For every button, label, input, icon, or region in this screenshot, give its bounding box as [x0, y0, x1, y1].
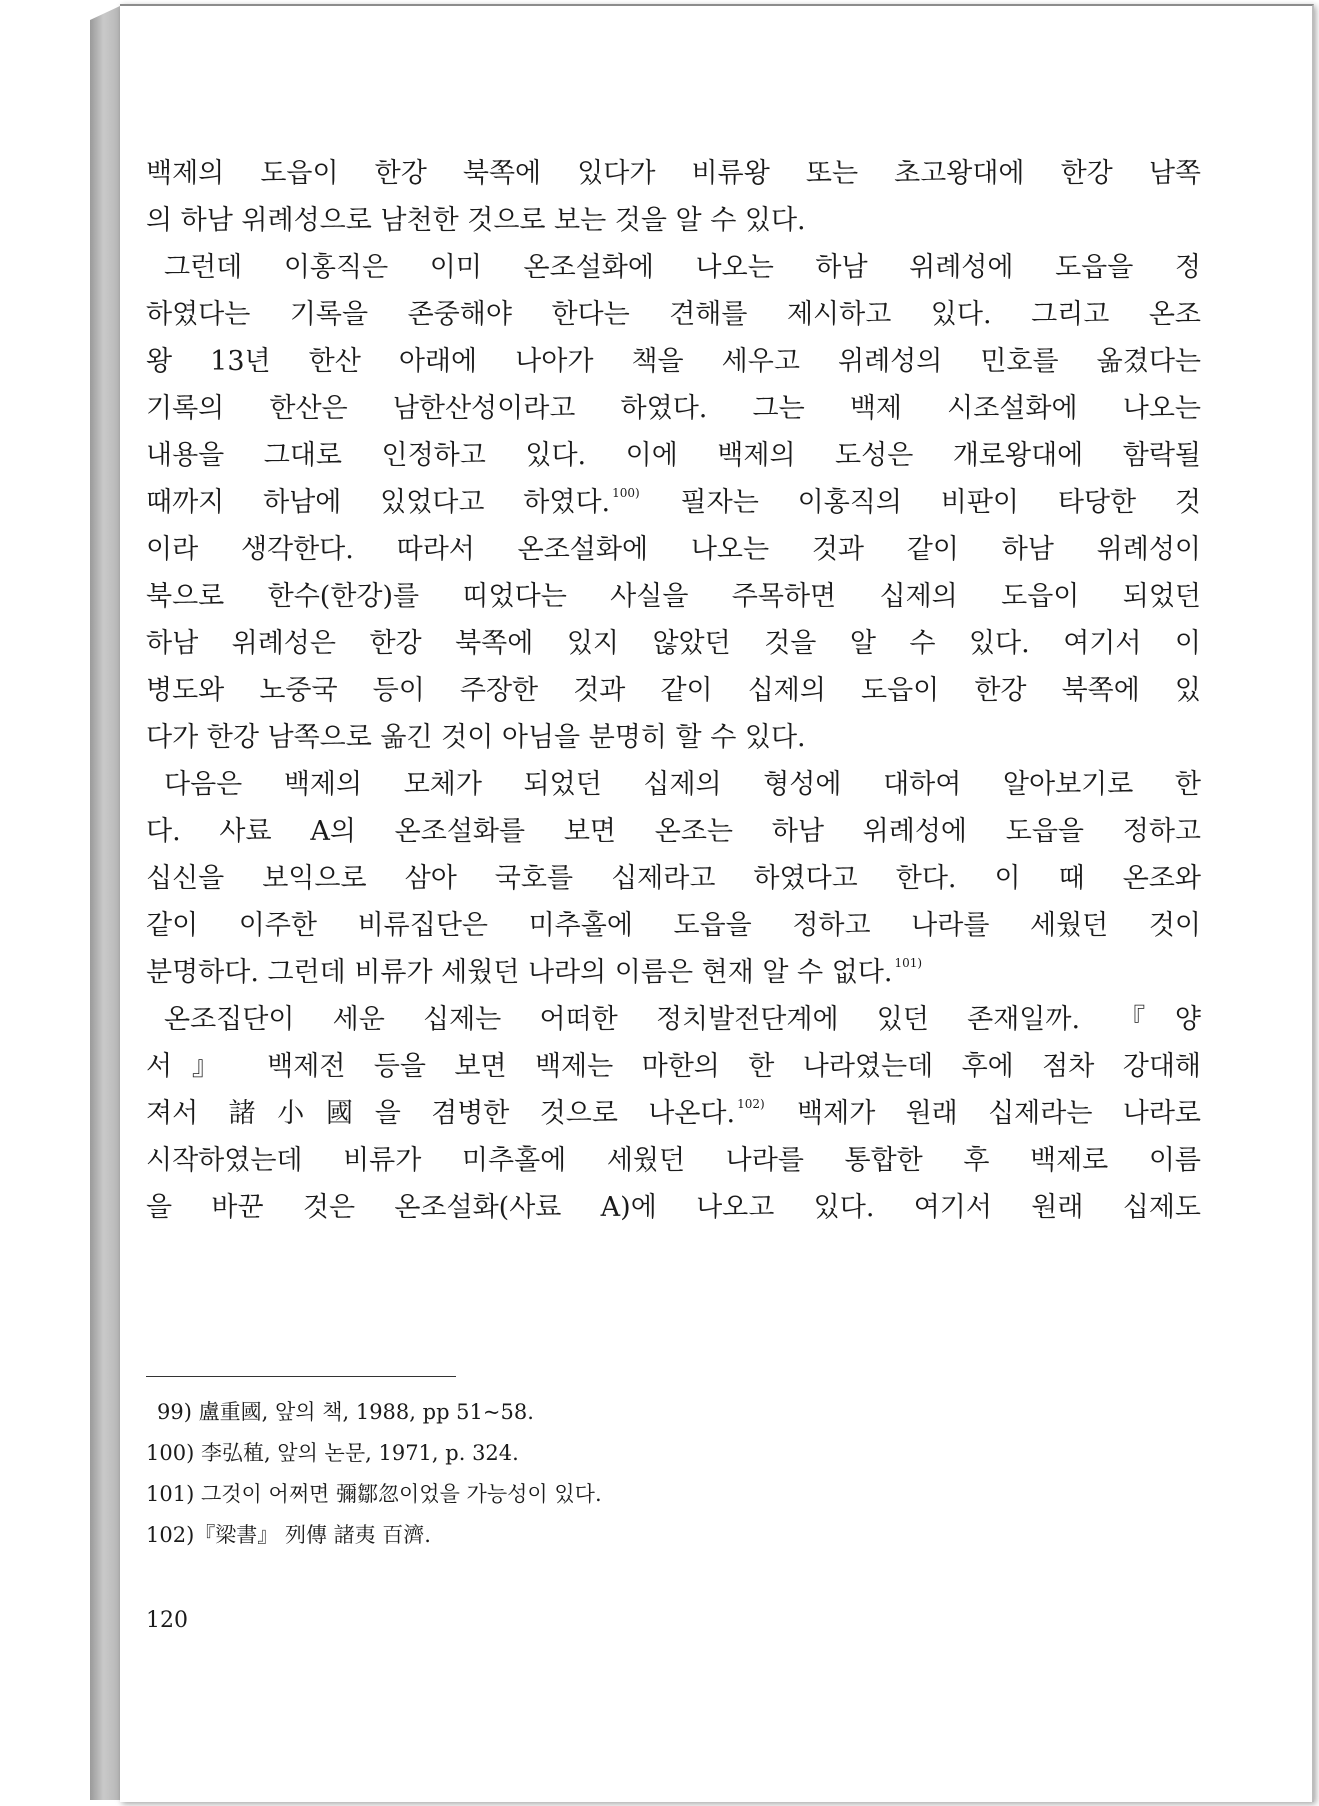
text-line-content: 내용을 그대로 인정하고 있다. 이에 백제의 도성은 개로왕대에 함락될 [146, 440, 1201, 471]
text-line-content: 때까지 하남에 있었다고 하였다. [146, 487, 611, 518]
text-line-content: 필자는 이홍직의 비판이 타당한 것 [641, 487, 1201, 518]
footnote-marker: 102) [737, 1097, 765, 1111]
text-line [146, 1043, 1201, 1090]
text-line [146, 432, 1201, 479]
text-line [146, 291, 1201, 338]
text-line-content: 져서 諸小國을 겸병한 것으로 나온다. [146, 1098, 736, 1129]
text-line-content: 이라 생각한다. 따라서 온조설화에 나오는 것과 같이 하남 위례성이 [146, 534, 1201, 565]
text-line [146, 573, 1201, 620]
text-line-content: 온조집단이 세운 십제는 어떠한 정치발전단계에 있던 존재일까. 『양 [164, 1004, 1201, 1035]
footnotes [146, 1392, 1146, 1556]
text-line [146, 197, 1201, 244]
text-line-content: 다음은 백제의 모체가 되었던 십제의 형성에 대하여 알아보기로 한 [164, 769, 1201, 800]
text-line-content: 서』 백제전 등을 보면 백제는 마한의 한 나라였는데 후에 점차 강대해 [146, 1051, 1201, 1082]
text-line [146, 949, 1201, 996]
text-line [146, 338, 1201, 385]
text-line-content: 의 하남 위례성으로 남천한 것으로 보는 것을 알 수 있다. [146, 205, 806, 236]
text-line-content: 백제가 원래 십제라는 나라로 [766, 1098, 1201, 1129]
footnote-number: 101) [146, 1482, 195, 1506]
text-line [146, 1184, 1201, 1231]
text-line [146, 855, 1201, 902]
text-line-content: 십신을 보익으로 삼아 국호를 십제라고 하였다고 한다. 이 때 온조와 [146, 863, 1201, 894]
text-line-content: 그런데 이홍직은 이미 온조설화에 나오는 하남 위례성에 도읍을 정 [164, 252, 1201, 283]
text-line-content: 분명하다. 그런데 비류가 세웠던 나라의 이름은 현재 알 수 없다. [146, 957, 893, 988]
text-line [146, 479, 1201, 526]
footnote-rule [146, 1376, 456, 1377]
text-line [146, 150, 1201, 197]
text-line-content: 같이 이주한 비류집단은 미추홀에 도읍을 정하고 나라를 세웠던 것이 [146, 910, 1201, 941]
page-number: 120 [146, 1608, 188, 1633]
footnote-number: 100) [146, 1441, 195, 1465]
footnote-item [146, 1515, 1146, 1556]
text-line [146, 902, 1201, 949]
body-text [146, 150, 1201, 1231]
text-line-content: 을 바꾼 것은 온조설화(사료 A)에 나오고 있다. 여기서 원래 십제도 [146, 1192, 1201, 1223]
text-line-content: 왕 13년 한산 아래에 나아가 책을 세우고 위례성의 민호를 옮겼다는 [146, 346, 1201, 377]
footnote-text: 『梁書』 列傳 諸夷 百濟. [194, 1523, 431, 1547]
text-line-content: 하남 위례성은 한강 북쪽에 있지 않았던 것을 알 수 있다. 여기서 이 [146, 628, 1201, 659]
book-edge [90, 6, 120, 1800]
text-line [146, 385, 1201, 432]
text-line-content: 다가 한강 남쪽으로 옮긴 것이 아님을 분명히 할 수 있다. [146, 722, 806, 753]
text-line [146, 1090, 1201, 1137]
text-line-content: 하였다는 기록을 존중해야 한다는 견해를 제시하고 있다. 그리고 온조 [146, 299, 1201, 330]
text-line [146, 714, 1201, 761]
footnote-text: 그것이 어쩌면 彌鄒忽이었을 가능성이 있다. [194, 1482, 602, 1506]
text-line-content: 기록의 한산은 남한산성이라고 하였다. 그는 백제 시조설화에 나오는 [146, 393, 1201, 424]
text-line-content: 다. 사료 A의 온조설화를 보면 온조는 하남 위례성에 도읍을 정하고 [146, 816, 1201, 847]
text-line-content: 백제의 도읍이 한강 북쪽에 있다가 비류왕 또는 초고왕대에 한강 남쪽 [146, 158, 1201, 189]
text-line-content: 북으로 한수(한강)를 띠었다는 사실을 주목하면 십제의 도읍이 되었던 [146, 581, 1201, 612]
text-line [146, 620, 1201, 667]
footnote-marker: 100) [612, 486, 640, 500]
text-line [146, 1137, 1201, 1184]
text-line [146, 244, 1201, 291]
text-line [146, 667, 1201, 714]
text-line [146, 526, 1201, 573]
text-line-content: 시작하였는데 비류가 미추홀에 세웠던 나라를 통합한 후 백제로 이름 [146, 1145, 1201, 1176]
footnote-item [146, 1474, 1146, 1515]
footnote-number: 102) [146, 1523, 195, 1547]
footnote-text: 盧重國, 앞의 책, 1988, pp 51~58. [191, 1400, 534, 1424]
footnote-marker: 101) [894, 956, 923, 970]
footnote-text: 李弘稙, 앞의 논문, 1971, p. 324. [194, 1441, 519, 1465]
text-line [146, 808, 1201, 855]
footnote-item [146, 1392, 1146, 1433]
footnote-item [146, 1433, 1146, 1474]
text-line [146, 761, 1201, 808]
footnote-number: 99) [157, 1400, 192, 1424]
text-line [146, 996, 1201, 1043]
text-line-content: 병도와 노중국 등이 주장한 것과 같이 십제의 도읍이 한강 북쪽에 있 [146, 675, 1201, 706]
